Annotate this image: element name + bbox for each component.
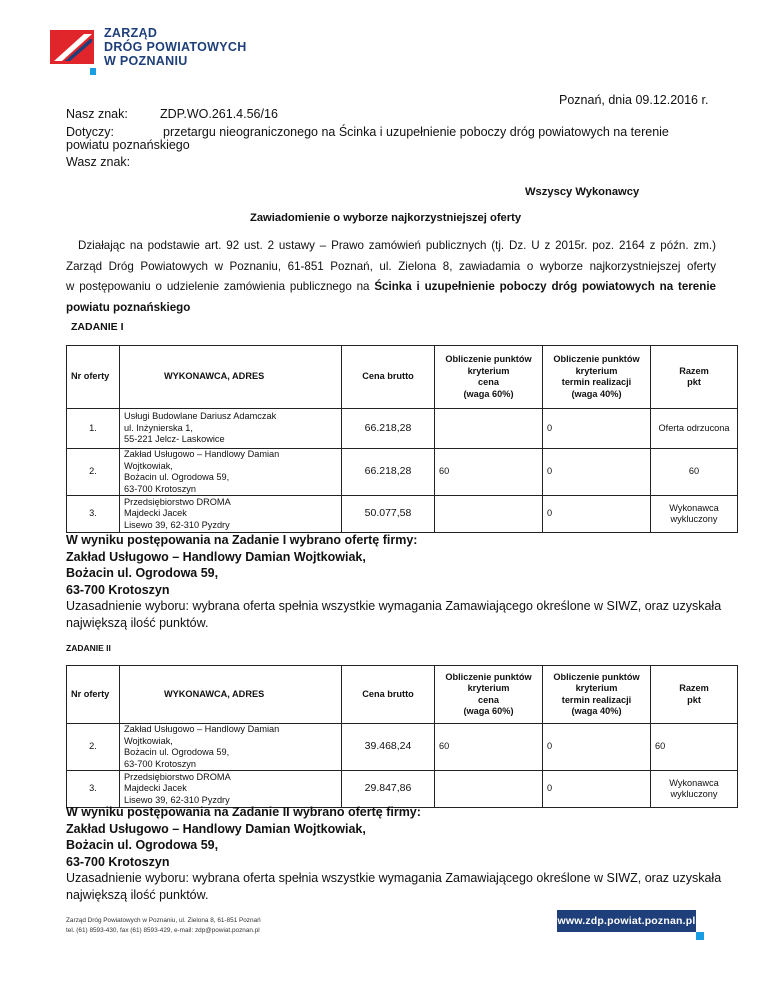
cell-contractor	[120, 496, 342, 533]
cell-price: 39.468,24	[342, 724, 435, 771]
header-text: Obliczenie punktów	[445, 354, 532, 364]
cell-contractor	[120, 724, 342, 771]
result-line: W wyniku postępowania na Zadanie II wybrano ofertę firmy:	[66, 805, 421, 819]
cell-price: 66.218,28	[342, 409, 435, 449]
website-badge[interactable]: www.zdp.powiat.poznan.pl	[557, 910, 696, 932]
header-text: kryterium	[467, 683, 510, 693]
contractor-line: 55-221 Jelcz- Laskowice	[124, 434, 225, 445]
table-row	[67, 724, 738, 771]
addressee: Wszyscy Wykonawcy	[525, 186, 640, 198]
contractor-line: Bożacin ul. Ogrodowa 59,	[124, 472, 230, 482]
intro-line	[66, 277, 716, 298]
header-text: Obliczenie punktów	[553, 354, 640, 364]
header-text: Obliczenie punktów	[553, 671, 640, 682]
header-text: pkt	[687, 377, 701, 387]
intro-line-plain: w postępowaniu o udzielenie zamówienia publicznego na	[66, 280, 370, 293]
result-line: 63-700 Krotoszyn	[66, 854, 170, 869]
header-price: Cena brutto	[342, 666, 435, 724]
cell-total	[651, 771, 738, 808]
header-text: kryterium	[575, 683, 618, 693]
brand-square-icon	[696, 932, 704, 940]
cell-total	[651, 496, 738, 533]
cell-price: 29.847,86	[342, 771, 435, 808]
header-text: Razem	[679, 683, 709, 693]
cell-contractor	[120, 449, 342, 496]
total-text: 60	[688, 466, 700, 477]
brand-name	[104, 26, 247, 68]
subject-line-2: powiatu poznańskiego	[66, 138, 190, 152]
brand-line: ZARZĄD	[104, 26, 158, 40]
justification-line: największą ilość punktów.	[66, 887, 209, 902]
cell-pts-price	[435, 771, 543, 808]
table-header-row	[67, 666, 738, 724]
result-line: W wyniku postępowania na Zadanie I wybrano ofertę firmy:	[66, 533, 418, 547]
place-date: Poznań, dnia 09.12.2016 r.	[559, 93, 709, 107]
contractor-line: Lisewo 39, 62-310 Pyzdry	[124, 794, 230, 805]
header-total	[651, 666, 738, 724]
task1-result	[66, 532, 722, 631]
brand-line: W POZNANIU	[104, 54, 188, 68]
justification-line: Uzasadnienie wyboru: wybrana oferta spełnia wszystkie wymagania Zamawiającego określone w SIWZ, oraz uzyskała	[66, 599, 722, 613]
cell-pts-term: 0	[543, 724, 651, 771]
intro-line-bold: Ścinka i uzupełnienie poboczy dróg powiatowych na terenie	[374, 280, 716, 293]
cell-price: 50.077,58	[342, 496, 435, 533]
intro-line: Działając na podstawie art. 92 ust. 2 ustawy – Prawo zamówień publicznych (tj. Dz. U z 2015r. poz. 2164 z późn. zm.)	[78, 239, 716, 252]
header-crit-price	[435, 666, 543, 724]
contractor-line: Przedsiębiorstwo DROMA	[124, 496, 231, 507]
task1-heading: ZADANIE I	[71, 321, 124, 333]
header-text: (waga 40%)	[571, 388, 622, 399]
header-contractor: WYKONAWCA, ADRES	[120, 666, 342, 724]
our-ref-value: ZDP.WO.261.4.56/16	[160, 107, 278, 121]
document-title: Zawiadomienie o wyborze najkorzystniejszej oferty	[250, 212, 522, 224]
subject-line-1: przetargu nieograniczonego na Ścinka i uzupełnienie poboczy dróg powiatowych na terenie	[163, 125, 669, 139]
cell-nr: 1.	[67, 409, 120, 449]
header-contractor: WYKONAWCA, ADRES	[120, 346, 342, 409]
header-text: (waga 40%)	[571, 706, 622, 716]
intro-line-bold: powiatu poznańskiego	[66, 300, 191, 314]
cell-pts-price: 60	[435, 724, 543, 771]
cell-total	[651, 409, 738, 449]
header-text: pkt	[687, 694, 701, 705]
result-line: Zakład Usługowo – Handlowy Damian Wojtkowiak,	[66, 821, 366, 836]
header-text: kryterium	[467, 365, 510, 376]
cell-pts-term: 0	[543, 449, 651, 496]
cell-price: 66.218,28	[342, 449, 435, 496]
cell-pts-price	[435, 496, 543, 533]
result-line: Bożacin ul. Ogrodowa 59,	[66, 566, 219, 580]
cell-total	[651, 724, 738, 771]
result-line: 63-700 Krotoszyn	[66, 582, 170, 597]
header-text: termin realizacji	[561, 377, 632, 387]
header-text: kryterium	[575, 365, 618, 376]
table-row	[67, 496, 738, 533]
your-ref-label: Wasz znak:	[66, 155, 131, 169]
contractor-line: 63-700 Krotoszyn	[124, 758, 197, 769]
cell-pts-price: 60	[435, 449, 543, 496]
footer-contact	[66, 916, 261, 935]
task2-heading: ZADANIE II	[66, 643, 111, 653]
cell-total	[651, 449, 738, 496]
result-line: Zakład Usługowo – Handlowy Damian Wojtkowiak,	[66, 549, 366, 564]
total-text: wykluczony	[670, 789, 718, 799]
header-price: Cena brutto	[342, 346, 435, 409]
table-row	[67, 409, 738, 449]
cell-nr: 3.	[67, 771, 120, 808]
table-row	[67, 771, 738, 808]
our-ref-label: Nasz znak:	[66, 107, 128, 121]
cell-pts-price	[435, 409, 543, 449]
header-text: (waga 60%)	[463, 388, 514, 399]
header-text: Obliczenie punktów	[445, 671, 532, 682]
header-nr: Nr oferty	[67, 346, 120, 409]
header-crit-term	[543, 346, 651, 409]
footer-line: Zarząd Dróg Powiatowych w Poznaniu, ul. Zielona 8, 61-851 Poznań	[66, 917, 261, 924]
task1-table	[66, 345, 738, 533]
intro-line: Zarząd Dróg Powiatowych w Poznaniu, 61-851 Poznań, ul. Zielona 8, zawiadamia o wyborze najkorzystniejszej oferty	[66, 259, 716, 273]
contractor-line: ul. Inżynierska 1,	[124, 422, 193, 433]
header-text: termin realizacji	[561, 694, 632, 705]
result-line: Bożacin ul. Ogrodowa 59,	[66, 838, 219, 852]
total-text: Wykonawca	[669, 777, 719, 788]
total-text: wykluczony	[670, 514, 718, 524]
table-header-row	[67, 346, 738, 409]
header-nr: Nr oferty	[67, 666, 120, 724]
contractor-line: Majdecki Jacek	[124, 508, 187, 519]
contractor-line: Wojtkowiak,	[124, 460, 173, 471]
cell-pts-term: 0	[543, 496, 651, 533]
cell-pts-term: 0	[543, 771, 651, 808]
header-crit-term	[543, 666, 651, 724]
cell-contractor	[120, 771, 342, 808]
brand-line: DRÓG POWIATOWYCH	[104, 40, 247, 54]
contractor-line: Bożacin ul. Ogrodowa 59,	[124, 747, 230, 757]
header-text: Razem	[679, 365, 709, 376]
header-text: cena	[478, 377, 499, 387]
justification-line: Uzasadnienie wyboru: wybrana oferta spełnia wszystkie wymagania Zamawiającego określone w SIWZ, oraz uzyskała	[66, 871, 722, 885]
header-total	[651, 346, 738, 409]
contractor-line: Przedsiębiorstwo DROMA	[124, 771, 231, 782]
contractor-line: 63-700 Krotoszyn	[124, 483, 197, 494]
subject-label: Dotyczy:	[66, 125, 114, 139]
header-crit-price	[435, 346, 543, 409]
total-text: Oferta odrzucona	[658, 422, 730, 433]
contractor-line: Lisewo 39, 62-310 Pyzdry	[124, 519, 230, 530]
intro-paragraph	[66, 236, 716, 318]
footer-line: tel. (61) 8593-430, fax (61) 8593-429, e-mail: zdp@powiat.poznan.pl	[66, 926, 260, 934]
cell-pts-term: 0	[543, 409, 651, 449]
cell-nr: 2.	[67, 724, 120, 771]
cell-nr: 3.	[67, 496, 120, 533]
header-text: cena	[478, 694, 499, 705]
task2-table	[66, 665, 738, 808]
contractor-line: Zakład Usługowo – Handlowy Damian	[124, 724, 280, 734]
cell-nr: 2.	[67, 449, 120, 496]
total-text: 60	[655, 741, 666, 752]
contractor-line: Wojtkowiak,	[124, 735, 173, 746]
header-text: (waga 60%)	[463, 706, 514, 716]
justification-line: największą ilość punktów.	[66, 615, 209, 630]
contractor-line: Majdecki Jacek	[124, 783, 187, 794]
contractor-line: Usługi Budowlane Dariusz Adamczak	[124, 411, 277, 422]
total-text: Wykonawca	[669, 502, 719, 513]
task2-result	[66, 804, 722, 903]
contractor-line: Zakład Usługowo – Handlowy Damian	[124, 449, 280, 459]
table-row	[67, 449, 738, 496]
cell-contractor	[120, 409, 342, 449]
zdp-logo-icon	[50, 28, 96, 78]
